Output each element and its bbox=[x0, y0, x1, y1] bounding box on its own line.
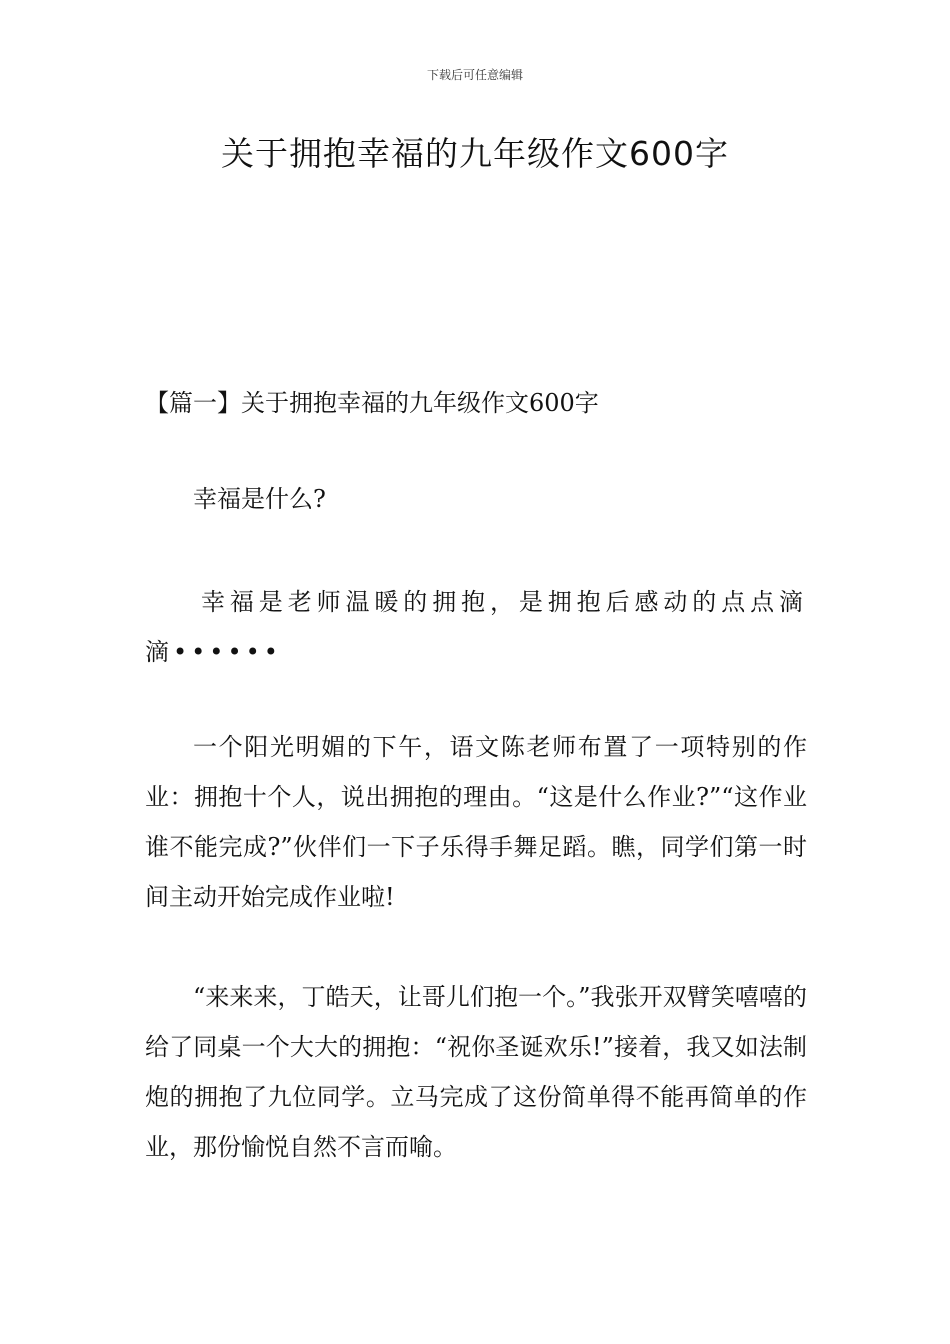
paragraph-2: 幸福是老师温暖的拥抱，是拥抱后感动的点点滴滴•••••• bbox=[145, 588, 807, 666]
document-title: 关于拥抱幸福的九年级作文600字 bbox=[221, 134, 729, 173]
paragraph-1: 幸福是什么? bbox=[193, 485, 326, 513]
paragraph-3: 一个阳光明媚的下午，语文陈老师布置了一项特别的作业：拥抱十个人，说出拥抱的理由。“这是什么作业?”“这作业谁不能完成?”伙伴们一下子乐得手舞足蹈。瞧，同学们第一时间主动开始完成作业啦! bbox=[145, 733, 807, 911]
paragraph-4: “来来来，丁皓天，让哥儿们抱一个。”我张开双臂笑嘻嘻的给了同桌一个大大的拥抱：“祝你圣诞欢乐!”接着，我又如法制炮的拥抱了九位同学。立马完成了这份简单得不能再简单的作业，那份愉悦自然不言而喻。 bbox=[145, 983, 807, 1161]
header-note: 下载后可任意编辑 bbox=[426, 68, 523, 82]
section-heading: 【篇一】关于拥抱幸福的九年级作文600字 bbox=[145, 389, 599, 417]
